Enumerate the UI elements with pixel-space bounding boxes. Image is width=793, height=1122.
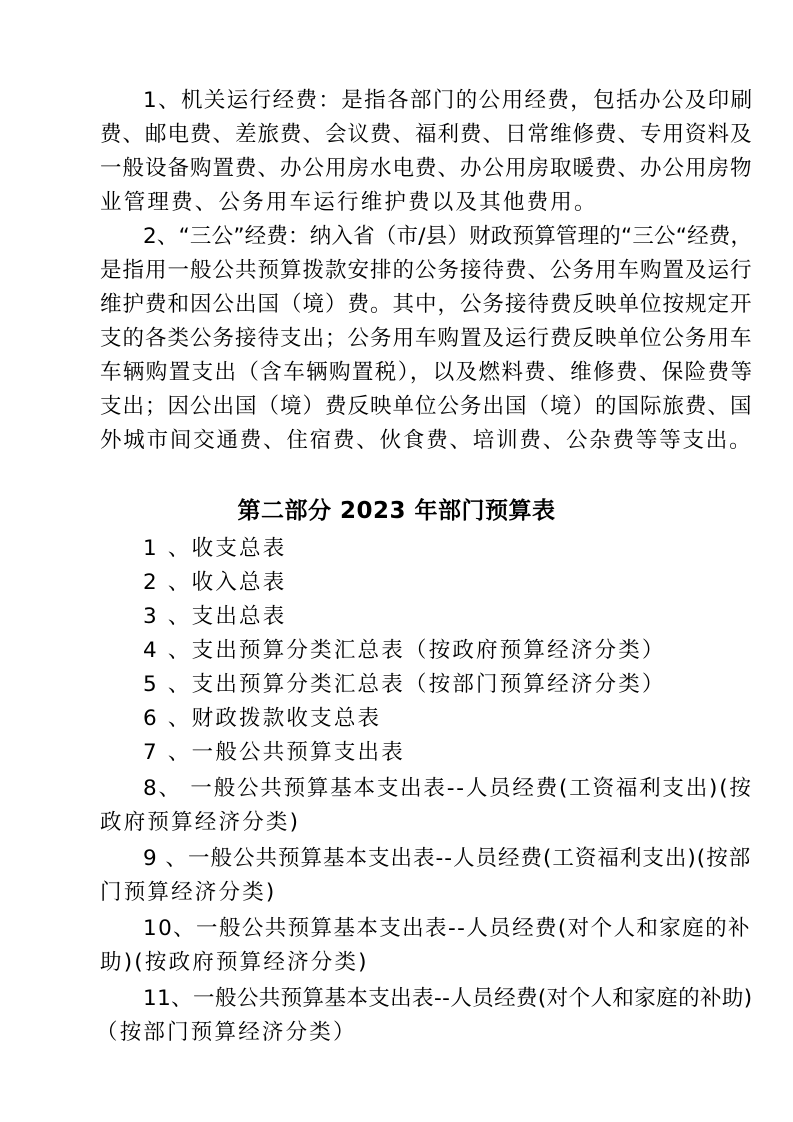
list-item: 7 、一般公共预算支出表 [143,740,405,765]
list-item-continuation: 门预算经济分类) [100,880,277,905]
list-item-continuation: 助)(按政府预算经济分类) [100,950,369,975]
paragraph-1-line-1: 1、机关运行经费：是指各部门的公用经费，包括办公及印刷 [143,88,754,113]
list-item: 4 、支出预算分类汇总表（按政府预算经济分类） [143,638,666,663]
list-item-continuation: 政府预算经济分类) [100,810,301,835]
paragraph-1-line-4: 业管理费、公务用车运行维护费以及其他费用。 [100,190,598,215]
section-heading: 第二部分 2023 年部门预算表 [237,498,556,524]
list-item: 3 、支出总表 [143,604,287,629]
list-item: 1 、收支总表 [143,536,287,561]
list-item: 10、一般公共预算基本支出表--人员经费(对个人和家庭的补 [143,916,751,941]
paragraph-2-line-6: 支出；因公出国（境）费反映单位公务出国（境）的国际旅费、国 [100,394,753,419]
paragraph-2-line-7: 外城市间交通费、住宿费、伙食费、培训费、公杂费等等支出。 [100,428,753,453]
list-item: 8、 一般公共预算基本支出表--人员经费(工资福利支出)(按 [143,776,753,801]
list-item-continuation: （按部门预算经济分类） [96,1020,357,1045]
list-item: 11、一般公共预算基本支出表--人员经费(对个人和家庭的补助) [143,986,753,1011]
list-item: 9 、一般公共预算基本支出表--人员经费(工资福利支出)(按部 [143,846,752,871]
paragraph-1-line-2: 费、邮电费、差旅费、会议费、福利费、日常维修费、专用资料及 [100,122,753,147]
paragraph-2-line-2: 是指用一般公共预算拨款安排的公务接待费、公务用车购置及运行 [100,258,753,283]
paragraph-2-line-5: 车辆购置支出（含车辆购置税），以及燃料费、维修费、保险费等 [100,360,754,385]
paragraph-2-line-3: 维护费和因公出国（境）费。其中，公务接待费反映单位按规定开 [100,292,753,317]
paragraph-1-line-3: 一般设备购置费、办公用房水电费、办公用房取暖费、办公用房物 [100,156,753,181]
paragraph-2-line-4: 支的各类公务接待支出；公务用车购置及运行费反映单位公务用车 [100,326,753,351]
list-item: 2 、收入总表 [143,570,287,595]
paragraph-2-line-1: 2、“三公”经费：纳入省（市/县）财政预算管理的“三公“经费， [143,224,753,249]
list-item: 6 、财政拨款收支总表 [143,706,382,731]
list-item: 5 、支出预算分类汇总表（按部门预算经济分类） [143,672,666,697]
